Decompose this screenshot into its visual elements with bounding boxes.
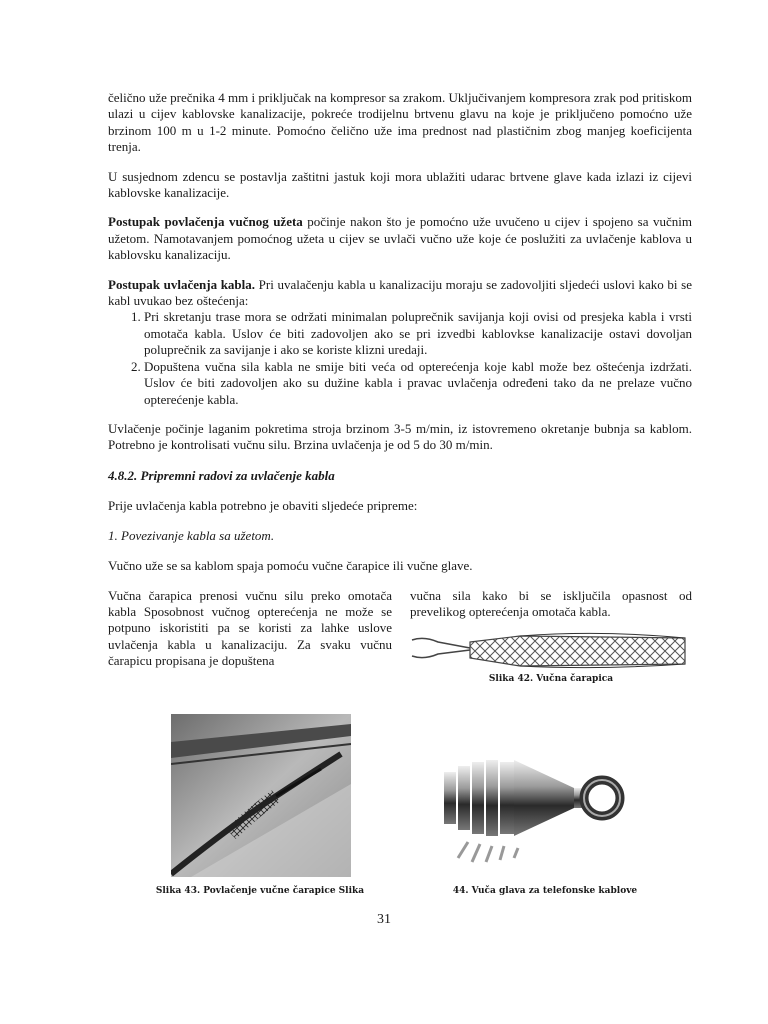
list-item: 1. Pri skretanju trase mora se održati minimalan poluprečnik savijanja koji ovisi od presjeka kabla i vrsti omotača kabla. Uslov će biti zadovoljen ako se pri izvedbi kablovkse kanalizacije ostavi dovoljan poluprečnik za savijanje i ako se koriste klizni uredaji. bbox=[144, 309, 692, 358]
left-column bbox=[108, 588, 392, 685]
conditions-list bbox=[108, 309, 692, 407]
paragraph-pull-rope-text: počinje nakon što je pomoćno uže uvučeno u cijev i spojeno sa vučnim užetom. Namotavanjem pomoćnog užeta u cijev se uvlači vučno uže koje će poslužiti za uvlačenje kablova u kablovsku kanalizaciju. bbox=[108, 214, 692, 263]
paragraph-cable-insertion-text: Pri uvalačenju kabla u kanalizaciju moraju se zadovoljiti sljedeći uslovi kako bi se kabl uvukao bez oštećenja: bbox=[108, 276, 692, 309]
figure-42-pulling-grip-image bbox=[410, 626, 692, 672]
paragraph-pulling-grip: Vučna čarapica prenosi vučnu silu preko omotača kabla Sposobnost vučnog opterećenja ne može se potpuno iskoristiti pa se koristi za lahke uslove uvlačenja kabla u kanalizaciju. Za svaku vučnu čarapicu propisana je dopuštena bbox=[108, 587, 392, 669]
list-item: 2. Dopuštena vučna sila kabla ne smije biti veća od opterećenja koje kabl može bez oštećenja izdržati. Uslov će biti zadovoljen ako su dužine kabla i pravac uvlačenja određeni tako da ne prelaze vučno opterećenje kabla. bbox=[144, 359, 692, 408]
page-number: 31 bbox=[377, 912, 391, 927]
paragraph-protective-cushion: U susjednom zdencu se postavlja zaštitni jastuk koji mora ublažiti udarac brtvene glave kada izlazi iz cijevi kablovske kanalizacije. bbox=[108, 168, 692, 201]
term-cable-insertion: Postupak uvlačenja kabla. bbox=[108, 276, 256, 292]
figure-44-pulling-head-image bbox=[438, 738, 638, 870]
paragraph-insertion-speed: Uvlačenje počinje laganim pokretima stroja brzinom 3-5 m/min, iz istovremeno okretanje bubnja sa kablom. Potrebno je kontrolisati vučnu silu. Brzina uvlačenja je od 5 do 30 m/min. bbox=[108, 420, 692, 453]
term-pull-rope: Postupak povlačenja vučnog užeta bbox=[108, 214, 303, 230]
paragraph-cable-insertion bbox=[108, 277, 692, 310]
page-content bbox=[108, 90, 692, 684]
figure-44-caption: 44. Vuča glava za telefonske kablove bbox=[452, 886, 638, 896]
subsection-heading: 1. Povezivanje kabla sa užetom. bbox=[108, 528, 275, 544]
section-heading: 4.8.2. Pripremni radovi za uvlačenje kabla bbox=[108, 467, 335, 483]
paragraph-pulling-force: vučna sila kako bi se isključila opasnost od prevelikog opterećenja omotača kabla. bbox=[410, 587, 692, 619]
figure-42-caption: Slika 42. Vučna čarapica bbox=[488, 674, 614, 685]
paragraph-compressor: čelično uže prečnika 4 mm i priključak na kompresor sa zrakom. Uključivanjem kompresora zrak pod pritiskom ulazi u cijev kablovske kanalizacije, pokreće trodijelnu brtvenu glavu na koje je priključeno pomoćno uže brzinom 100 m u 1-2 minute. Pomoćno čelično uže ima prednost nad plastičnim zbog manjeg koeficijenta trenja. bbox=[108, 90, 692, 155]
figure-43-caption: Slika 43. Povlačenje vučne čarapice Slika bbox=[155, 886, 365, 896]
paragraph-rope-connection: Vučno uže se sa kablom spaja pomoću vučne čarapice ili vučne glave. bbox=[108, 558, 473, 574]
paragraph-pull-rope bbox=[108, 214, 692, 263]
right-column bbox=[410, 588, 692, 685]
two-column-block bbox=[108, 588, 692, 685]
paragraph-preparations: Prije uvlačenja kabla potrebno je obaviti sljedeće pripreme: bbox=[108, 497, 418, 513]
figure-43-cable-pulling-photo bbox=[171, 714, 351, 877]
